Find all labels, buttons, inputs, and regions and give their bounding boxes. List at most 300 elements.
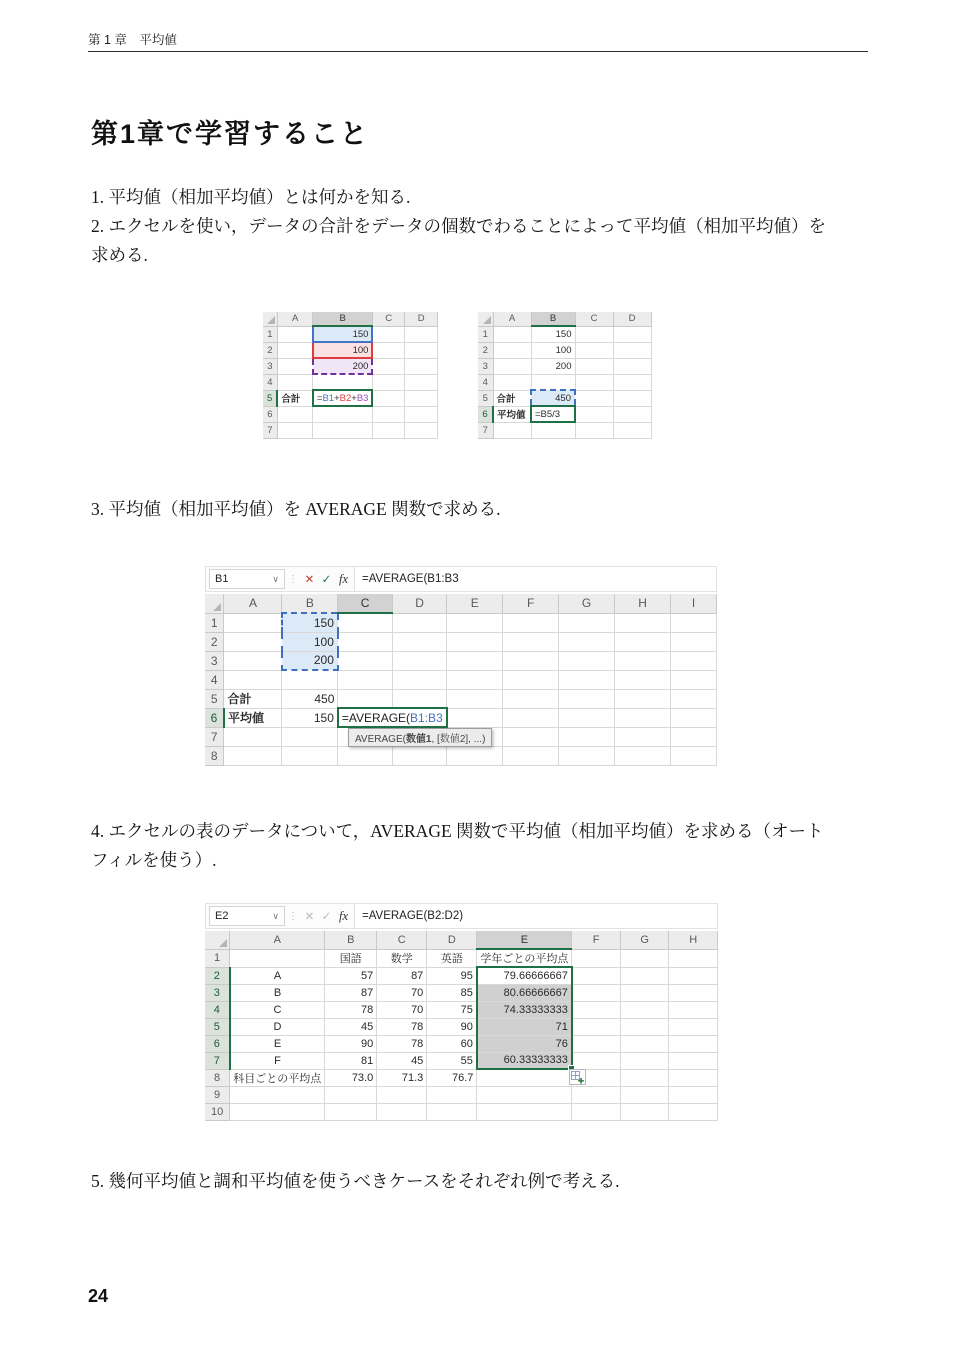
- cell-D7[interactable]: [405, 422, 438, 438]
- cell-A3[interactable]: [493, 358, 531, 374]
- column-header-H[interactable]: H: [669, 931, 718, 949]
- cell-A4[interactable]: [224, 670, 282, 689]
- cell-B2[interactable]: 100: [282, 632, 338, 651]
- cell-G5[interactable]: [559, 689, 615, 708]
- cell-G4[interactable]: [559, 670, 615, 689]
- row-header-1[interactable]: 1: [205, 949, 230, 967]
- cell-A9[interactable]: [230, 1086, 325, 1103]
- cell-B7[interactable]: [282, 727, 338, 746]
- cell-E2[interactable]: [447, 632, 503, 651]
- cell-A7[interactable]: [277, 422, 313, 438]
- row-header-7[interactable]: 7: [205, 1052, 230, 1069]
- cell-D4[interactable]: [613, 374, 651, 390]
- row-header-7[interactable]: 7: [205, 727, 224, 746]
- row-header-10[interactable]: 10: [205, 1103, 230, 1120]
- column-header-E[interactable]: E: [447, 594, 503, 613]
- column-header-C[interactable]: C: [575, 312, 613, 326]
- name-box[interactable]: [209, 906, 285, 926]
- cell-B6[interactable]: 150: [282, 708, 338, 727]
- cell-G7[interactable]: [620, 1052, 669, 1069]
- cell-E5[interactable]: [447, 689, 503, 708]
- row-header-2[interactable]: 2: [205, 632, 224, 651]
- cell-F3[interactable]: [503, 651, 559, 670]
- cell-B3[interactable]: 87: [325, 984, 377, 1001]
- column-header-G[interactable]: G: [620, 931, 669, 949]
- row-header-3[interactable]: 3: [205, 651, 224, 670]
- row-header-1[interactable]: 1: [478, 326, 493, 342]
- row-header-2[interactable]: 2: [205, 967, 230, 984]
- insert-function-icon[interactable]: fx: [338, 908, 349, 923]
- cell-H6[interactable]: [615, 708, 671, 727]
- cell-B4[interactable]: [531, 374, 575, 390]
- cell-D3[interactable]: [613, 358, 651, 374]
- column-header-C[interactable]: C: [377, 931, 427, 949]
- row-header-5[interactable]: 5: [478, 390, 493, 406]
- cell-F9[interactable]: [572, 1086, 620, 1103]
- column-header-D[interactable]: D: [427, 931, 477, 949]
- cell-B4[interactable]: 78: [325, 1001, 377, 1018]
- cell-C8[interactable]: [338, 746, 392, 765]
- cell-C4[interactable]: [575, 374, 613, 390]
- cell-D8[interactable]: [392, 746, 446, 765]
- cell-I6[interactable]: [671, 708, 717, 727]
- row-header-3[interactable]: 3: [205, 984, 230, 1001]
- select-all-button[interactable]: [205, 931, 230, 949]
- cell-I7[interactable]: [671, 727, 717, 746]
- cell-A1[interactable]: [493, 326, 531, 342]
- cell-H4[interactable]: [615, 670, 671, 689]
- cell-A4[interactable]: [493, 374, 531, 390]
- column-header-B[interactable]: B: [531, 312, 575, 326]
- row-header-5[interactable]: 5: [205, 1018, 230, 1035]
- column-header-C[interactable]: C: [372, 312, 405, 326]
- cell-E10[interactable]: [477, 1103, 572, 1120]
- cell-G2[interactable]: [559, 632, 615, 651]
- cell-E8[interactable]: [447, 746, 503, 765]
- row-header-6[interactable]: 6: [205, 1035, 230, 1052]
- cell-F4[interactable]: [572, 1001, 620, 1018]
- cell-D6[interactable]: [613, 406, 651, 422]
- cell-C5[interactable]: [338, 689, 392, 708]
- cell-C5[interactable]: [575, 390, 613, 406]
- cell-F1[interactable]: [503, 613, 559, 632]
- formula-token: =: [316, 392, 323, 404]
- cell-C8[interactable]: 71.3: [377, 1069, 427, 1086]
- cell-A7[interactable]: [224, 727, 282, 746]
- cell-F7[interactable]: [572, 1052, 620, 1069]
- cell-A7[interactable]: [493, 422, 531, 438]
- function-tooltip: [348, 728, 492, 747]
- excel-screenshot-average-function: [205, 566, 717, 766]
- page-number: 24: [88, 1286, 109, 1306]
- column-header-E[interactable]: E: [477, 931, 572, 949]
- cell-C10[interactable]: [377, 1103, 427, 1120]
- cell-E4[interactable]: 74.33333333: [477, 1001, 572, 1018]
- cell-B6[interactable]: 90: [325, 1035, 377, 1052]
- cell-C6[interactable]: [338, 708, 447, 727]
- column-header-B[interactable]: B: [325, 931, 377, 949]
- cell-H8[interactable]: [615, 746, 671, 765]
- cell-A5[interactable]: 合計: [277, 390, 313, 406]
- cell-B5[interactable]: [313, 390, 373, 406]
- row-header-7[interactable]: 7: [263, 422, 277, 438]
- cell-B4[interactable]: [282, 670, 338, 689]
- cell-A3[interactable]: B: [230, 984, 325, 1001]
- row-header-4[interactable]: 4: [205, 1001, 230, 1018]
- cell-D2[interactable]: [613, 342, 651, 358]
- column-header-A[interactable]: A: [230, 931, 325, 949]
- cell-B8[interactable]: 73.0: [325, 1069, 377, 1086]
- cell-C7[interactable]: 45: [377, 1052, 427, 1069]
- cell-C6[interactable]: [575, 406, 613, 422]
- cell-F2[interactable]: [572, 967, 620, 984]
- cell-B5[interactable]: 450: [531, 390, 575, 406]
- cell-C2[interactable]: 87: [377, 967, 427, 984]
- select-all-button[interactable]: [205, 594, 224, 613]
- cell-I2[interactable]: [671, 632, 717, 651]
- cell-H9[interactable]: [669, 1086, 718, 1103]
- cell-D6[interactable]: [405, 406, 438, 422]
- cell-E7[interactable]: 60.33333333: [477, 1052, 572, 1069]
- cell-D2[interactable]: 95: [427, 967, 477, 984]
- list-item-3: 3. 平均値（相加平均値）を AVERAGE 関数で求める.: [91, 499, 501, 519]
- cell-A1[interactable]: [230, 949, 325, 967]
- column-header-I[interactable]: I: [671, 594, 717, 613]
- cell-D9[interactable]: [427, 1086, 477, 1103]
- cell-B7[interactable]: 81: [325, 1052, 377, 1069]
- cell-B7[interactable]: [313, 422, 373, 438]
- cell-D5[interactable]: 90: [427, 1018, 477, 1035]
- name-box-dropdown-icon[interactable]: ∨: [272, 573, 279, 584]
- select-all-button[interactable]: [478, 312, 493, 326]
- cell-B6[interactable]: [313, 406, 373, 422]
- column-header-D[interactable]: D: [392, 594, 446, 613]
- select-all-button[interactable]: [263, 312, 277, 326]
- cell-A6[interactable]: 平均値: [224, 708, 282, 727]
- row-header-5[interactable]: 5: [263, 390, 277, 406]
- cell-H10[interactable]: [669, 1103, 718, 1120]
- cell-H1[interactable]: [669, 949, 718, 967]
- cell-C3[interactable]: [338, 651, 392, 670]
- formula-input[interactable]: =AVERAGE(B2:D2): [354, 904, 717, 928]
- cell-G1[interactable]: [620, 949, 669, 967]
- cell-A2[interactable]: A: [230, 967, 325, 984]
- formula-bar-separator-icon: ⋮: [288, 573, 298, 585]
- row-header-4[interactable]: 4: [478, 374, 493, 390]
- cell-E1[interactable]: [447, 613, 503, 632]
- cell-G7[interactable]: [559, 727, 615, 746]
- column-header-C[interactable]: C: [338, 594, 392, 613]
- row-header-8[interactable]: 8: [205, 746, 224, 765]
- column-header-A[interactable]: A: [277, 312, 313, 326]
- list-item-1: 1. 平均値（相加平均値）とは何かを知る.: [91, 187, 411, 207]
- cell-C1[interactable]: 数学: [377, 949, 427, 967]
- cell-A8[interactable]: 科目ごとの平均点: [230, 1069, 325, 1086]
- cell-F5[interactable]: [503, 689, 559, 708]
- cell-G4[interactable]: [620, 1001, 669, 1018]
- cell-D3[interactable]: [392, 651, 446, 670]
- cell-F4[interactable]: [503, 670, 559, 689]
- cell-A8[interactable]: [224, 746, 282, 765]
- cell-A4[interactable]: [277, 374, 313, 390]
- cell-C5[interactable]: [372, 390, 405, 406]
- cell-B5[interactable]: 45: [325, 1018, 377, 1035]
- cell-C2[interactable]: [372, 342, 405, 358]
- cell-G1[interactable]: [559, 613, 615, 632]
- cell-F10[interactable]: [572, 1103, 620, 1120]
- cancel-icon[interactable]: ✕: [304, 911, 315, 923]
- insert-function-icon[interactable]: fx: [338, 571, 349, 586]
- cell-H2[interactable]: [615, 632, 671, 651]
- cell-A10[interactable]: [230, 1103, 325, 1120]
- excel-screenshot-sum-formula: [263, 312, 438, 439]
- cell-E6[interactable]: [447, 708, 503, 727]
- cell-C7[interactable]: [372, 422, 405, 438]
- cell-C9[interactable]: [377, 1086, 427, 1103]
- cell-H5[interactable]: [669, 1018, 718, 1035]
- cell-F5[interactable]: [572, 1018, 620, 1035]
- cell-H2[interactable]: [669, 967, 718, 984]
- cell-D2[interactable]: [392, 632, 446, 651]
- cell-D1[interactable]: [405, 326, 438, 342]
- row-header-5[interactable]: 5: [205, 689, 224, 708]
- formula-input[interactable]: =AVERAGE(B1:B3: [354, 567, 716, 591]
- cell-C2[interactable]: [575, 342, 613, 358]
- cell-B1[interactable]: 国語: [325, 949, 377, 967]
- cell-G10[interactable]: [620, 1103, 669, 1120]
- cell-A5[interactable]: D: [230, 1018, 325, 1035]
- row-header-3[interactable]: 3: [478, 358, 493, 374]
- cell-C6[interactable]: [372, 406, 405, 422]
- cell-B5[interactable]: 450: [282, 689, 338, 708]
- cell-D5[interactable]: [392, 689, 446, 708]
- cell-B9[interactable]: [325, 1086, 377, 1103]
- cell-B3[interactable]: 200: [282, 651, 338, 670]
- cell-I4[interactable]: [671, 670, 717, 689]
- row-header-8[interactable]: 8: [205, 1069, 230, 1086]
- cell-A5[interactable]: 合計: [493, 390, 531, 406]
- formula-bar: [205, 566, 717, 592]
- cell-F6[interactable]: [503, 708, 559, 727]
- cell-D5[interactable]: [405, 390, 438, 406]
- row-header-6[interactable]: 6: [478, 406, 493, 422]
- cell-H3[interactable]: [615, 651, 671, 670]
- cell-D4[interactable]: 75: [427, 1001, 477, 1018]
- cell-D10[interactable]: [427, 1103, 477, 1120]
- cell-D4[interactable]: [405, 374, 438, 390]
- cell-B4[interactable]: [313, 374, 373, 390]
- cell-B3[interactable]: 200: [313, 358, 373, 374]
- cell-I1[interactable]: [671, 613, 717, 632]
- cell-D4[interactable]: [392, 670, 446, 689]
- enter-icon[interactable]: ✓: [321, 911, 332, 923]
- sheet2-grid: [478, 312, 653, 439]
- cell-D1[interactable]: [392, 613, 446, 632]
- column-header-B[interactable]: B: [282, 594, 338, 613]
- cell-H1[interactable]: [615, 613, 671, 632]
- column-header-A[interactable]: A: [224, 594, 282, 613]
- row-header-1[interactable]: 1: [263, 326, 277, 342]
- cell-A2[interactable]: [224, 632, 282, 651]
- cell-G6[interactable]: [620, 1035, 669, 1052]
- cell-A2[interactable]: [493, 342, 531, 358]
- cell-A6[interactable]: E: [230, 1035, 325, 1052]
- cell-E3[interactable]: [447, 651, 503, 670]
- cell-A3[interactable]: [224, 651, 282, 670]
- cell-D1[interactable]: 英語: [427, 949, 477, 967]
- cell-H6[interactable]: [669, 1035, 718, 1052]
- cell-B8[interactable]: [282, 746, 338, 765]
- cell-H3[interactable]: [669, 984, 718, 1001]
- formula-token: B2: [339, 392, 352, 404]
- cell-D7[interactable]: 55: [427, 1052, 477, 1069]
- cell-A6[interactable]: [277, 406, 313, 422]
- formula-token: +: [334, 392, 340, 404]
- cell-E1[interactable]: 学年ごとの平均点: [477, 949, 572, 967]
- cell-H7[interactable]: [615, 727, 671, 746]
- cell-E6[interactable]: 76: [477, 1035, 572, 1052]
- cell-C7[interactable]: [575, 422, 613, 438]
- cell-H8[interactable]: [669, 1069, 718, 1086]
- column-header-F[interactable]: F: [572, 931, 620, 949]
- column-header-G[interactable]: G: [559, 594, 615, 613]
- formula-bar: [205, 903, 718, 929]
- column-header-H[interactable]: H: [615, 594, 671, 613]
- cancel-icon[interactable]: ✕: [304, 574, 315, 586]
- cell-E2[interactable]: 79.66666667: [477, 967, 572, 984]
- cell-A4[interactable]: C: [230, 1001, 325, 1018]
- formula-token: =AVERAGE(: [341, 710, 411, 725]
- running-header: 第 1 章 平均値: [88, 33, 177, 47]
- cell-D6[interactable]: 60: [427, 1035, 477, 1052]
- cell-G3[interactable]: [620, 984, 669, 1001]
- cell-A6[interactable]: 平均値: [493, 406, 531, 422]
- cell-B2[interactable]: 100: [313, 342, 373, 358]
- cell-I5[interactable]: [671, 689, 717, 708]
- excel-screenshot-average-autofill: [205, 903, 718, 1121]
- cell-A5[interactable]: 合計: [224, 689, 282, 708]
- column-header-A[interactable]: A: [493, 312, 531, 326]
- cell-H5[interactable]: [615, 689, 671, 708]
- cell-E4[interactable]: [447, 670, 503, 689]
- cell-I8[interactable]: [671, 746, 717, 765]
- enter-icon[interactable]: ✓: [321, 574, 332, 586]
- cell-G3[interactable]: [559, 651, 615, 670]
- cell-I3[interactable]: [671, 651, 717, 670]
- cell-E8[interactable]: [477, 1069, 572, 1086]
- row-header-4[interactable]: 4: [263, 374, 277, 390]
- column-header-F[interactable]: F: [503, 594, 559, 613]
- name-box[interactable]: [209, 569, 285, 589]
- cell-E3[interactable]: 80.66666667: [477, 984, 572, 1001]
- name-box-value: B1: [215, 573, 229, 585]
- cell-C1[interactable]: [338, 613, 392, 632]
- row-header-9[interactable]: 9: [205, 1086, 230, 1103]
- row-header-7[interactable]: 7: [478, 422, 493, 438]
- cell-B7[interactable]: [531, 422, 575, 438]
- cell-B1[interactable]: 150: [282, 613, 338, 632]
- cell-G6[interactable]: [559, 708, 615, 727]
- cell-H4[interactable]: [669, 1001, 718, 1018]
- cell-E9[interactable]: [477, 1086, 572, 1103]
- name-box-dropdown-icon[interactable]: ∨: [272, 910, 279, 921]
- cell-A1[interactable]: [277, 326, 313, 342]
- cell-F2[interactable]: [503, 632, 559, 651]
- row-header-4[interactable]: 4: [205, 670, 224, 689]
- cell-C6[interactable]: 78: [377, 1035, 427, 1052]
- cell-F1[interactable]: [572, 949, 620, 967]
- cell-F3[interactable]: [572, 984, 620, 1001]
- cell-D3[interactable]: 85: [427, 984, 477, 1001]
- cell-D1[interactable]: [613, 326, 651, 342]
- cell-B10[interactable]: [325, 1103, 377, 1120]
- cell-C3[interactable]: 70: [377, 984, 427, 1001]
- formula-token: B3: [356, 392, 369, 404]
- column-header-B[interactable]: B: [313, 312, 373, 326]
- cell-E5[interactable]: 71: [477, 1018, 572, 1035]
- column-header-D[interactable]: D: [613, 312, 651, 326]
- cell-B2[interactable]: 57: [325, 967, 377, 984]
- cell-G8[interactable]: [559, 746, 615, 765]
- autofill-options-button[interactable]: [569, 1069, 586, 1085]
- cell-C1[interactable]: [372, 326, 405, 342]
- cell-D3[interactable]: [405, 358, 438, 374]
- tooltip-text-rest: , [数値2], ...): [431, 734, 486, 745]
- cell-C3[interactable]: [575, 358, 613, 374]
- cell-F7[interactable]: [503, 727, 559, 746]
- row-header-2[interactable]: 2: [263, 342, 277, 358]
- cell-B6[interactable]: =B5/3: [531, 406, 575, 422]
- sheet4-grid: [205, 931, 718, 1121]
- cell-B1[interactable]: 150: [531, 326, 575, 342]
- cell-D5[interactable]: [613, 390, 651, 406]
- cell-H7[interactable]: [669, 1052, 718, 1069]
- list-item-2: 2. エクセルを使い，データの合計をデータの個数でわることによって平均値（相加平均値）を求める.: [91, 216, 826, 265]
- cell-C4[interactable]: 70: [377, 1001, 427, 1018]
- cell-G2[interactable]: [620, 967, 669, 984]
- cell-A2[interactable]: [277, 342, 313, 358]
- cell-C4[interactable]: [372, 374, 405, 390]
- row-header-2[interactable]: 2: [478, 342, 493, 358]
- cell-C4[interactable]: [338, 670, 392, 689]
- cell-A7[interactable]: F: [230, 1052, 325, 1069]
- cell-F6[interactable]: [572, 1035, 620, 1052]
- cell-G5[interactable]: [620, 1018, 669, 1035]
- column-header-D[interactable]: D: [405, 312, 438, 326]
- cell-G9[interactable]: [620, 1086, 669, 1103]
- list-item-5: 5. 幾何平均値と調和平均値を使うべきケースをそれぞれ例で考える.: [91, 1171, 620, 1191]
- cell-B3[interactable]: 200: [531, 358, 575, 374]
- cell-A3[interactable]: [277, 358, 313, 374]
- cell-D7[interactable]: [613, 422, 651, 438]
- cell-F8[interactable]: [503, 746, 559, 765]
- cell-C3[interactable]: [372, 358, 405, 374]
- cell-C1[interactable]: [575, 326, 613, 342]
- cell-B1[interactable]: 150: [313, 326, 373, 342]
- cell-B2[interactable]: 100: [531, 342, 575, 358]
- row-header-6[interactable]: 6: [205, 708, 224, 727]
- cell-C5[interactable]: 78: [377, 1018, 427, 1035]
- cell-A1[interactable]: [224, 613, 282, 632]
- cell-D2[interactable]: [405, 342, 438, 358]
- cell-C2[interactable]: [338, 632, 392, 651]
- cell-G8[interactable]: [620, 1069, 669, 1086]
- cell-D8[interactable]: 76.7: [427, 1069, 477, 1086]
- row-header-6[interactable]: 6: [263, 406, 277, 422]
- name-box-value: E2: [215, 910, 229, 922]
- row-header-3[interactable]: 3: [263, 358, 277, 374]
- row-header-1[interactable]: 1: [205, 613, 224, 632]
